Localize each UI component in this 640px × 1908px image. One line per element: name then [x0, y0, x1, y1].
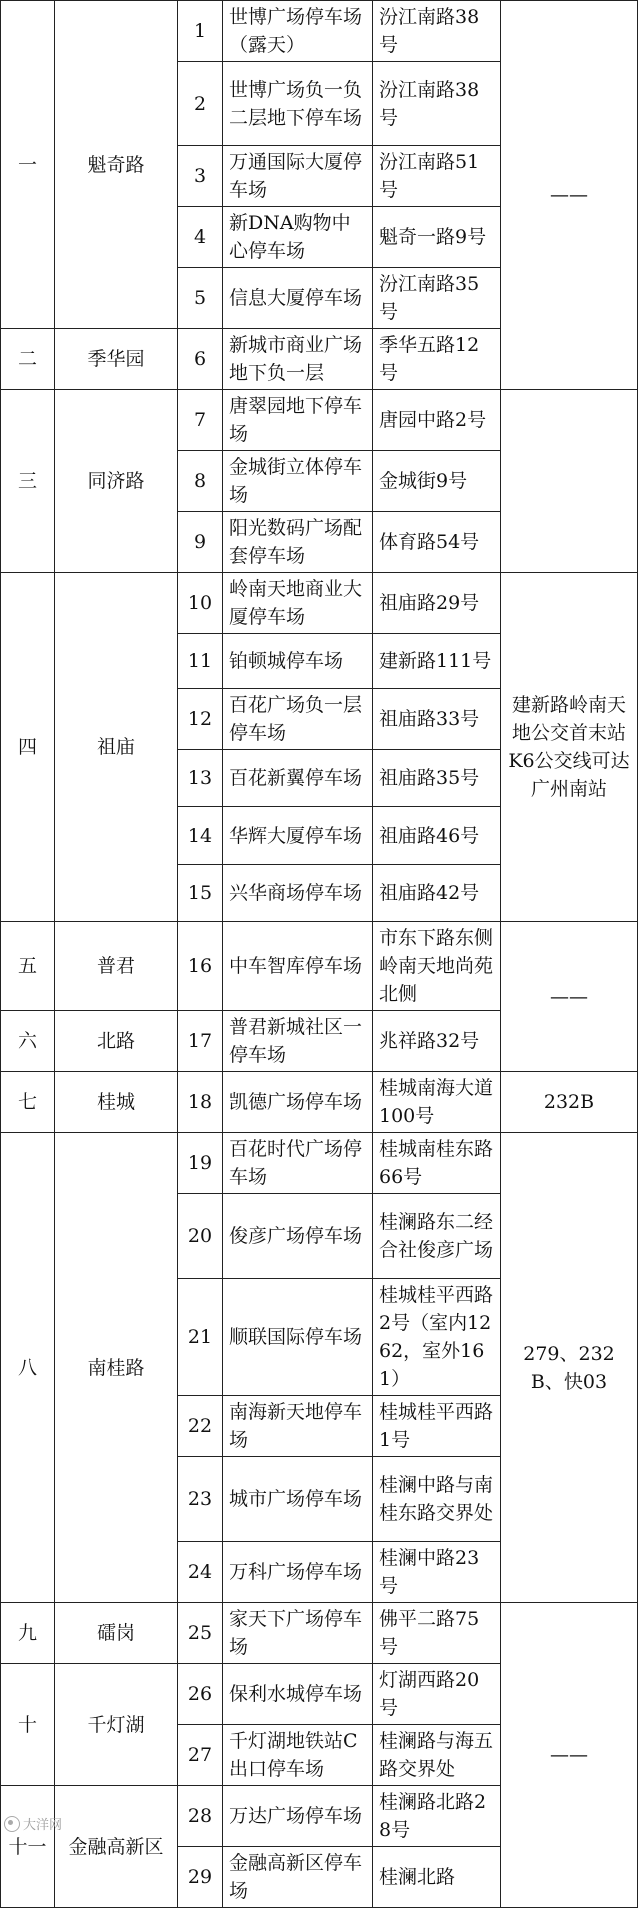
lot-name-cell: 兴华商场停车场: [223, 865, 373, 922]
group-seq-cell: 五: [1, 922, 55, 1011]
table-row: [1, 1133, 638, 1194]
bus-route-cell: 279、232B、快03: [501, 1133, 638, 1603]
bus-route-cell: 建新路岭南天地公交首末站K6公交线可达广州南站: [501, 573, 638, 922]
watermark-logo-icon: [4, 1816, 20, 1832]
lot-number-cell: 22: [178, 1396, 223, 1457]
lot-name-cell: 千灯湖地铁站C出口停车场: [223, 1725, 373, 1786]
group-seq-cell: 四: [1, 573, 55, 922]
watermark: [4, 1814, 62, 1833]
lot-address-cell: 金城街9号: [373, 451, 501, 512]
lot-name-cell: 家天下广场停车场: [223, 1603, 373, 1664]
lot-name-cell: 万科广场停车场: [223, 1542, 373, 1603]
lot-name-cell: 世博广场停车场（露天）: [223, 1, 373, 62]
lot-number-cell: 6: [178, 329, 223, 390]
lot-name-cell: 南海新天地停车场: [223, 1396, 373, 1457]
lot-name-cell: 新城市商业广场地下负一层: [223, 329, 373, 390]
group-name-cell: 北路: [55, 1011, 178, 1072]
group-name-cell: 礌岗: [55, 1603, 178, 1664]
group-seq-cell: 九: [1, 1603, 55, 1664]
lot-number-cell: 26: [178, 1664, 223, 1725]
group-name-cell: 魁奇路: [55, 1, 178, 329]
lot-name-cell: 信息大厦停车场: [223, 268, 373, 329]
lot-name-cell: 万达广场停车场: [223, 1786, 373, 1847]
lot-number-cell: 5: [178, 268, 223, 329]
lot-number-cell: 3: [178, 146, 223, 207]
lot-name-cell: 百花广场负一层停车场: [223, 689, 373, 750]
table-row: [1, 1, 638, 62]
lot-number-cell: 8: [178, 451, 223, 512]
lot-number-cell: 16: [178, 922, 223, 1011]
lot-address-cell: 兆祥路32号: [373, 1011, 501, 1072]
lot-number-cell: 18: [178, 1072, 223, 1133]
lot-number-cell: 27: [178, 1725, 223, 1786]
lot-address-cell: 桂城南海大道100号: [373, 1072, 501, 1133]
table-row: [1, 922, 638, 1011]
group-seq-cell: 六: [1, 1011, 55, 1072]
lot-name-cell: 城市广场停车场: [223, 1457, 373, 1542]
lot-number-cell: 11: [178, 634, 223, 689]
lot-address-cell: 魁奇一路9号: [373, 207, 501, 268]
lot-number-cell: 9: [178, 512, 223, 573]
lot-address-cell: 唐园中路2号: [373, 390, 501, 451]
lot-number-cell: 21: [178, 1279, 223, 1396]
lot-address-cell: 桂城桂平西路2号（室内1262，室外161）: [373, 1279, 501, 1396]
lot-address-cell: 祖庙路35号: [373, 750, 501, 807]
table-row: [1, 1072, 638, 1133]
lot-name-cell: 保利水城停车场: [223, 1664, 373, 1725]
lot-address-cell: 祖庙路29号: [373, 573, 501, 634]
lot-address-cell: 桂城桂平西路1号: [373, 1396, 501, 1457]
table-row: [1, 1603, 638, 1664]
lot-number-cell: 24: [178, 1542, 223, 1603]
group-name-cell: 季华园: [55, 329, 178, 390]
lot-name-cell: 顺联国际停车场: [223, 1279, 373, 1396]
lot-name-cell: 阳光数码广场配套停车场: [223, 512, 373, 573]
group-seq-cell: 二: [1, 329, 55, 390]
bus-route-cell: ——: [501, 922, 638, 1072]
group-name-cell: 桂城: [55, 1072, 178, 1133]
table-row: [1, 390, 638, 451]
lot-name-cell: 铂顿城停车场: [223, 634, 373, 689]
lot-number-cell: 19: [178, 1133, 223, 1194]
lot-address-cell: 桂澜路北路28号: [373, 1786, 501, 1847]
group-seq-cell: 七: [1, 1072, 55, 1133]
group-seq-cell: 十一: [1, 1786, 55, 1908]
lot-name-cell: 金融高新区停车场: [223, 1847, 373, 1908]
lot-address-cell: 桂澜路东二经合社俊彦广场: [373, 1194, 501, 1279]
lot-number-cell: 12: [178, 689, 223, 750]
bus-route-cell: [501, 390, 638, 573]
lot-address-cell: 体育路54号: [373, 512, 501, 573]
lot-name-cell: 百花新翼停车场: [223, 750, 373, 807]
watermark-text: 大洋网: [23, 1818, 63, 1833]
lot-address-cell: 汾江南路51号: [373, 146, 501, 207]
lot-address-cell: 桂澜中路23号: [373, 1542, 501, 1603]
lot-address-cell: 桂澜北路: [373, 1847, 501, 1908]
lot-address-cell: 市东下路东侧岭南天地尚苑北侧: [373, 922, 501, 1011]
group-name-cell: 千灯湖: [55, 1664, 178, 1786]
lot-number-cell: 17: [178, 1011, 223, 1072]
lot-number-cell: 7: [178, 390, 223, 451]
lot-name-cell: 俊彦广场停车场: [223, 1194, 373, 1279]
lot-number-cell: 25: [178, 1603, 223, 1664]
lot-name-cell: 新DNA购物中心停车场: [223, 207, 373, 268]
bus-route-cell: ——: [501, 1603, 638, 1908]
lot-address-cell: 季华五路12号: [373, 329, 501, 390]
lot-address-cell: 桂城南桂东路66号: [373, 1133, 501, 1194]
lot-number-cell: 4: [178, 207, 223, 268]
lot-address-cell: 祖庙路42号: [373, 865, 501, 922]
group-seq-cell: 八: [1, 1133, 55, 1603]
lot-name-cell: 华辉大厦停车场: [223, 807, 373, 865]
lot-name-cell: 普君新城社区一停车场: [223, 1011, 373, 1072]
lot-address-cell: 汾江南路35号: [373, 268, 501, 329]
lot-name-cell: 凯德广场停车场: [223, 1072, 373, 1133]
lot-number-cell: 23: [178, 1457, 223, 1542]
lot-address-cell: 佛平二路75号: [373, 1603, 501, 1664]
lot-number-cell: 14: [178, 807, 223, 865]
lot-number-cell: 1: [178, 1, 223, 62]
lot-address-cell: 汾江南路38号: [373, 1, 501, 62]
lot-number-cell: 2: [178, 62, 223, 146]
lot-name-cell: 唐翠园地下停车场: [223, 390, 373, 451]
lot-address-cell: 祖庙路33号: [373, 689, 501, 750]
lot-address-cell: 汾江南路38号: [373, 62, 501, 146]
group-name-cell: 金融高新区: [55, 1786, 178, 1908]
lot-address-cell: 桂澜中路与南桂东路交界处: [373, 1457, 501, 1542]
lot-number-cell: 28: [178, 1786, 223, 1847]
group-name-cell: 同济路: [55, 390, 178, 573]
lot-number-cell: 15: [178, 865, 223, 922]
group-name-cell: 普君: [55, 922, 178, 1011]
group-seq-cell: 三: [1, 390, 55, 573]
group-name-cell: 祖庙: [55, 573, 178, 922]
group-name-cell: 南桂路: [55, 1133, 178, 1603]
lot-name-cell: 中车智库停车场: [223, 922, 373, 1011]
lot-name-cell: 岭南天地商业大厦停车场: [223, 573, 373, 634]
lot-number-cell: 13: [178, 750, 223, 807]
lot-name-cell: 金城街立体停车场: [223, 451, 373, 512]
group-seq-cell: 十: [1, 1664, 55, 1786]
bus-route-cell: 232B: [501, 1072, 638, 1133]
group-seq-cell: 一: [1, 1, 55, 329]
lot-name-cell: 万通国际大厦停车场: [223, 146, 373, 207]
table-body: [1, 1, 638, 1908]
lot-address-cell: 建新路111号: [373, 634, 501, 689]
lot-name-cell: 世博广场负一负二层地下停车场: [223, 62, 373, 146]
lot-address-cell: 桂澜路与海五路交界处: [373, 1725, 501, 1786]
bus-route-cell: ——: [501, 1, 638, 390]
lot-address-cell: 祖庙路46号: [373, 807, 501, 865]
lot-address-cell: 灯湖西路20号: [373, 1664, 501, 1725]
table-row: [1, 573, 638, 634]
lot-number-cell: 20: [178, 1194, 223, 1279]
lot-number-cell: 29: [178, 1847, 223, 1908]
lot-number-cell: 10: [178, 573, 223, 634]
lot-name-cell: 百花时代广场停车场: [223, 1133, 373, 1194]
